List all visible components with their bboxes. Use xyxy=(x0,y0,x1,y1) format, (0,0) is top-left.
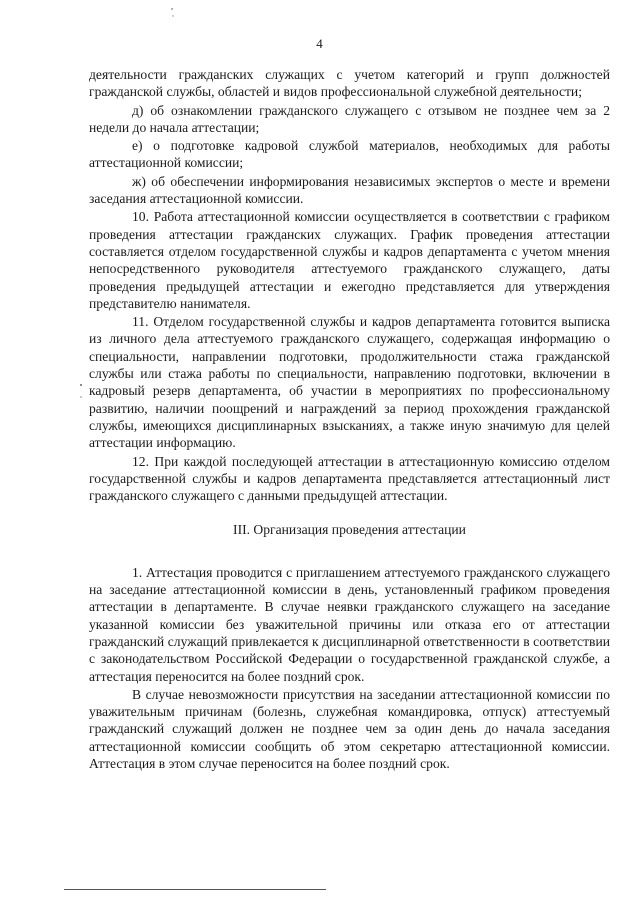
document-body xyxy=(89,66,610,773)
paragraph-10: 10. Работа аттестационной комиссии осуществляется в соответствии с графиком проведения аттестации гражданских служащих. График проведения аттестации составляется отделом государственной службы и кадров департамента с учетом мнения непосредственного руководителя аттестуемого гражданского служащего, даты проведения предыдущей аттестации и ежегодно представляется для утверждения представителю нанимателя. xyxy=(89,209,610,311)
paragraph-12: 12. При каждой последующей аттестации в аттестационную комиссию отделом государственной службы и кадров департамента представляется аттестационный лист гражданского служащего с данными предыдущей аттестации. xyxy=(89,453,610,504)
paragraph-item-zh: ж) об обеспечении информирования независимых экспертов о месте и времени заседания аттестационной комиссии. xyxy=(89,173,610,207)
paragraph-11: 11. Отделом государственной службы и кадров департамента готовится выписка из личного дела аттестуемого гражданского служащего, содержащая информацию о специальности, направлении подготовки, продолжительности стажа гражданской службы или стажа работы по специальности, направлению подготовки, включении в кадровый резерв департамента, об участии в мероприятиях по профессиональному развитию, наличии поощрений и награждений за период прохождения гражданской службы, имеющихся дисциплинарных взысканиях, а также иную значимую для целей аттестации информацию. xyxy=(89,314,610,451)
page-number: 4 xyxy=(316,36,323,51)
paragraph-item-d: д) об ознакомлении гражданского служащего с отзывом не позднее чем за 2 недели до начала аттестации; xyxy=(89,102,610,135)
paragraph-item-e: е) о подготовке кадровой службой материалов, необходимых для работы аттестационной комиссии; xyxy=(89,138,610,171)
section-heading: III. Организация проведения аттестации xyxy=(233,522,466,538)
paragraph-continuation: деятельности гражданских служащих с учетом категорий и групп должностей гражданской службы, областей и видов профессиональной служебной деятельности; xyxy=(89,67,610,100)
section-paragraph-2: В случае невозможности присутствия на заседании аттестационной комиссии по уважительным причинам (болезнь, служебная командировка, отпуск) аттестуемый гражданский служащий должен не позднее чем за один день до начала заседания аттестационной комиссии сообщить об этом секретарю аттестационной комиссии. Аттестация в этом случае переносится на более поздний срок. xyxy=(89,686,610,771)
bottom-scan-line xyxy=(64,889,326,890)
section-paragraph-1: 1. Аттестация проводится с приглашением аттестуемого гражданского служащего на заседание аттестационной комиссии в день, установленный графиком проведения аттестации в департаменте. В случае неявки гражданского служащего на заседание указанной комиссии без уважительной причины или отказа его от аттестации гражданский служащий привлекается к дисциплинарной ответственности в соответствии с законодательством Российской Федерации о государственной гражданской службе, а аттестация переносится на более поздний срок. xyxy=(89,564,610,684)
